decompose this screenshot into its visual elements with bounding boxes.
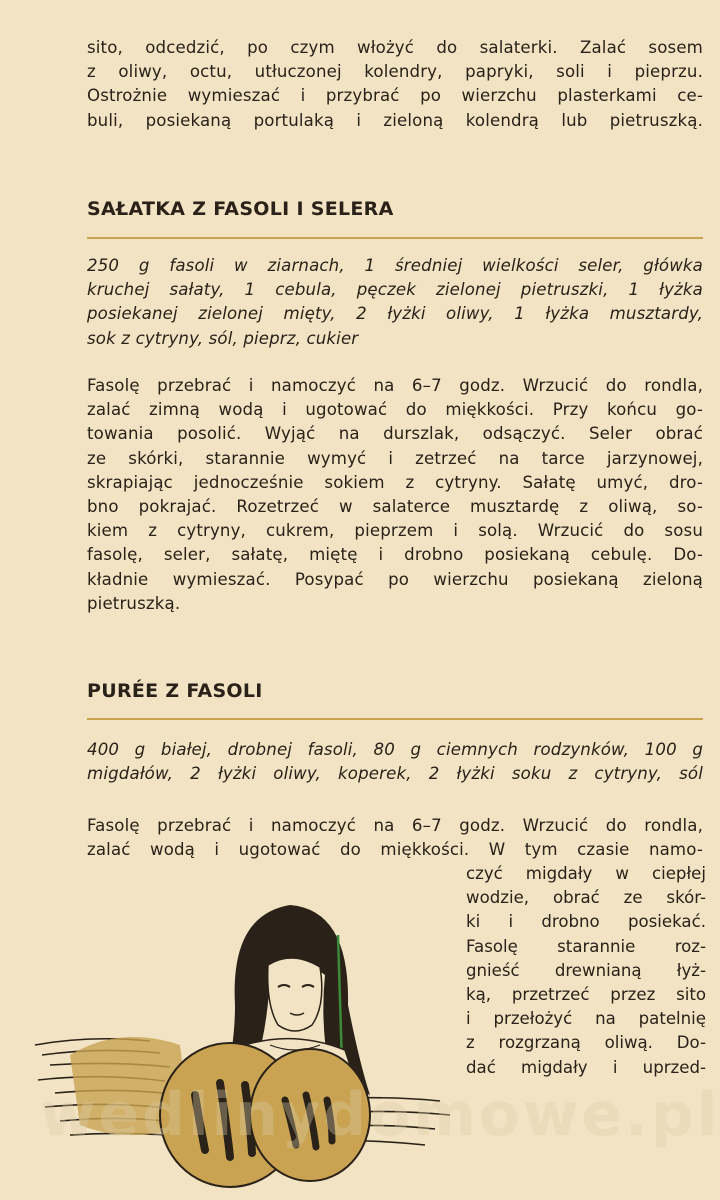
text-line: kładnie wymieszać. Posypać po wierzchu posiekaną zieloną bbox=[87, 569, 703, 589]
instructions-paragraph bbox=[87, 374, 703, 616]
text-line: z oliwy, octu, utłuczonej kolendry, papryki, soli i pieprzu. bbox=[87, 62, 703, 82]
text-line: ką, przetrzeć przez sito bbox=[466, 985, 706, 1005]
text-line: buli, posiekaną portulaką i zieloną kolendrą lub pietruszką. bbox=[87, 110, 703, 130]
text-line: dać migdały i uprzed- bbox=[466, 1057, 706, 1077]
text-line: 400 g białej, drobnej fasoli, 80 g ciemnych rodzynków, 100 g bbox=[87, 740, 703, 759]
text-line: ki i drobno posiekać. bbox=[466, 912, 706, 932]
text-line: bno pokrajać. Rozetrzeć w salaterce musztardę z oliwą, so- bbox=[87, 497, 703, 517]
text-line: migdałów, 2 łyżki oliwy, koperek, 2 łyżki soku z cytryny, sól bbox=[87, 764, 703, 784]
text-line: i przełożyć na patelnię bbox=[466, 1009, 706, 1029]
text-line: towania posolić. Wyjąć na durszlak, odsączyć. Seler obrać bbox=[87, 424, 703, 444]
text-line: Fasolę starannie roz- bbox=[466, 936, 706, 956]
text-line: skrapiając jednocześnie sokiem z cytryny. Sałatę umyć, dro- bbox=[87, 472, 703, 492]
recipe-title: SAŁATKA Z FASOLI I SELERA bbox=[87, 198, 394, 220]
text-line: 250 g fasoli w ziarnach, 1 średniej wielkości seler, główka bbox=[87, 256, 703, 275]
text-line: sito, odcedzić, po czym włożyć do salaterki. Zalać sosem bbox=[87, 38, 703, 57]
text-line: kruchej sałaty, 1 cebula, pęczek zielonej pietruszki, 1 łyżka bbox=[87, 280, 703, 300]
ingredients-list bbox=[87, 254, 703, 351]
text-line: Ostrożnie wymieszać i przybrać po wierzchu plasterkami ce- bbox=[87, 86, 703, 106]
instructions-narrow-column bbox=[466, 862, 706, 1080]
text-line: posiekanej zielonej mięty, 2 łyżki oliwy, 1 łyżka musztardy, bbox=[87, 304, 703, 324]
text-line: zalać zimną wodą i ugotować do miękkości. Przy końcu go- bbox=[87, 400, 703, 420]
title-divider bbox=[87, 718, 703, 720]
text-line: gnieść drewnianą łyż- bbox=[466, 960, 706, 980]
ingredients-list bbox=[87, 738, 703, 786]
text-line: wodzie, obrać ze skór- bbox=[466, 888, 706, 908]
text-line: czyć migdały w ciepłej bbox=[466, 864, 706, 883]
recipe-title: PURÉE Z FASOLI bbox=[87, 680, 263, 702]
text-line: z rozgrzaną oliwą. Do- bbox=[466, 1033, 706, 1053]
text-line: sok z cytryny, sól, pieprz, cukier bbox=[87, 328, 359, 348]
text-line: zalać wodą i ugotować do miękkości. W tym czasie namo- bbox=[87, 840, 703, 860]
watermark-text: wedlinydomowe.pl bbox=[40, 1080, 720, 1150]
intro-paragraph bbox=[87, 36, 703, 133]
text-line: ze skórki, starannie wymyć i zetrzeć na tarce jarzynowej, bbox=[87, 448, 703, 468]
woman-with-bread-illustration bbox=[30, 895, 460, 1195]
text-line: fasolę, seler, sałatę, miętę i drobno posiekaną cebulę. Do- bbox=[87, 545, 703, 565]
face-shape bbox=[268, 958, 322, 1031]
text-line: pietruszką. bbox=[87, 593, 181, 613]
title-divider bbox=[87, 237, 703, 239]
text-line: Fasolę przebrać i namoczyć na 6–7 godz. Wrzucić do rondla, bbox=[87, 376, 703, 395]
text-line: kiem z cytryny, cukrem, pieprzem i solą. Wrzucić do sosu bbox=[87, 521, 703, 541]
text-line: Fasolę przebrać i namoczyć na 6–7 godz. Wrzucić do rondla, bbox=[87, 816, 703, 835]
instructions-paragraph bbox=[87, 814, 703, 862]
